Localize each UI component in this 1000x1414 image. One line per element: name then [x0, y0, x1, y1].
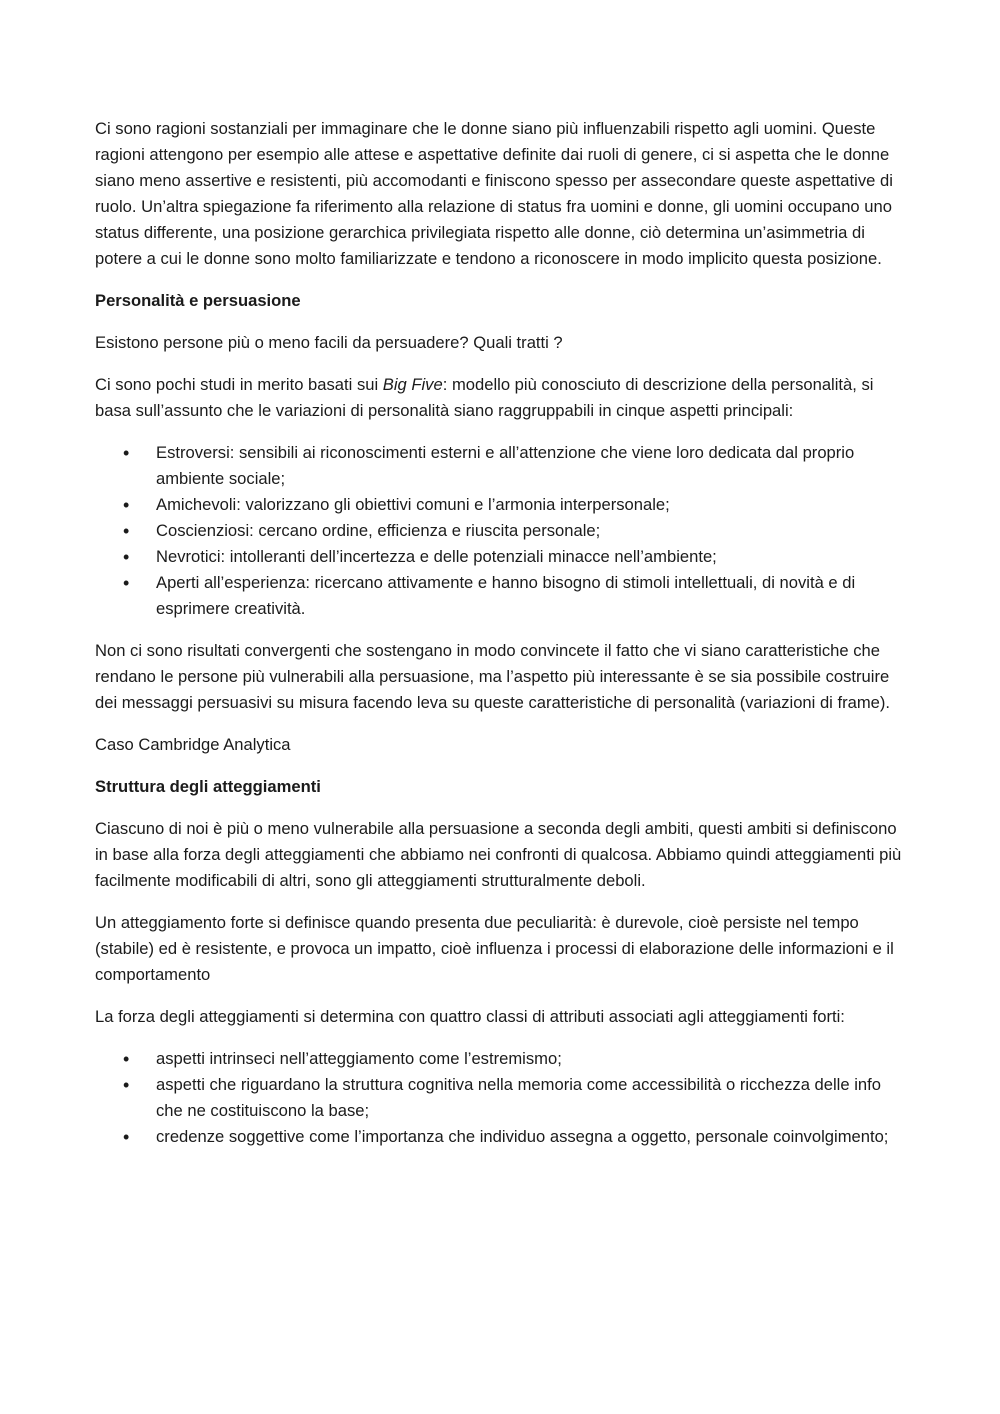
paragraph-attitude-strength: La forza degli atteggiamenti si determina con quattro classi di attributi associati agli atteggiamenti forti: — [95, 1007, 845, 1026]
paragraph-question-traits: Esistono persone più o meno facili da persuadere? Quali tratti ? — [95, 333, 563, 352]
paragraph-gender-influence: Ci sono ragioni sostanziali per immaginare che le donne siano più influenzabili rispetto agli uomini. Queste ragioni attengono per esempio alle attese e aspettative definite dai ruoli di genere, ci si aspetta che le donne siano meno assertive e resistenti, più accomodanti e finiscono spesso per assecondare queste aspettative di ruolo. Un’altra spiegazione fa riferimento alla relazione di status fra uomini e donne, gli uomini occupano uno status differente, una posizione gerarchica privilegiata rispetto alle donne, ciò determina un’asimmetria di potere a cui le donne sono molto familiarizzate e tendono a riconoscere in modo implicito questa posizione. — [95, 119, 893, 268]
heading-struttura-atteggiamenti: Struttura degli atteggiamenti — [95, 777, 321, 796]
list-item: • Estroversi: sensibili ai riconoscimenti esterni e all’attenzione che viene loro dedicata dal proprio ambiente sociale; — [95, 440, 905, 492]
big-five-intro-text: Ci sono pochi studi in merito basati sui — [95, 375, 383, 394]
list-item: • Aperti all’esperienza: ricercano attivamente e hanno bisogno di stimoli intellettuali, di novità e di esprimere creatività. — [95, 570, 905, 622]
list-item: • Coscienziosi: cercano ordine, efficienza e riuscita personale; — [95, 518, 905, 544]
paragraph-vulnerability: Ciascuno di noi è più o meno vulnerabile alla persuasione a seconda degli ambiti, questi ambiti si definiscono in base alla forza degli atteggiamenti che abbiamo nei confronti di qualcosa. Abbiamo quindi atteggiamenti più facilmente modificabili di altri, sono gli atteggiamenti strutturalmente deboli. — [95, 819, 902, 890]
attributes-list — [95, 1046, 905, 1150]
big-five-intro-rest: : modello più conosciuto di descrizione della personalità, si basa sull’assunto che le variazioni di personalità siano raggruppabili in cinque aspetti principali: — [95, 375, 874, 420]
paragraph-strong-attitude: Un atteggiamento forte si definisce quando presenta due peculiarità: è durevole, cioè persiste nel tempo (stabile) ed è resistente, e provoca un impatto, cioè influenza i processi di elaborazione delle informazioni e il comportamento — [95, 913, 894, 984]
list-item: • credenze soggettive come l’importanza che individuo assegna a oggetto, personale coinvolgimento; — [95, 1124, 905, 1150]
list-item: • aspetti che riguardano la struttura cognitiva nella memoria come accessibilità o ricchezza delle info che ne costituiscono la base; — [95, 1072, 905, 1124]
paragraph-no-convergent-results: Non ci sono risultati convergenti che sostengano in modo convincete il fatto che vi siano caratteristiche che rendano le persone più vulnerabili alla persuasione, ma l’aspetto più interessante è se sia possibile costruire dei messaggi persuasivi su misura facendo leva su queste caratteristiche di personalità (variazioni di frame). — [95, 641, 891, 712]
paragraph-cambridge-analytica: Caso Cambridge Analytica — [95, 735, 291, 754]
document-page — [95, 116, 905, 1166]
list-item: • Nevrotici: intolleranti dell’incertezza e delle potenziali minacce nell’ambiente; — [95, 544, 905, 570]
paragraph-big-five-intro — [95, 372, 905, 424]
list-item: • aspetti intrinseci nell’atteggiamento come l’estremismo; — [95, 1046, 905, 1072]
big-five-list — [95, 440, 905, 622]
list-item: • Amichevoli: valorizzano gli obiettivi comuni e l’armonia interpersonale; — [95, 492, 905, 518]
heading-personalita-persuasione: Personalità e persuasione — [95, 291, 301, 310]
big-five-term: Big Five — [382, 375, 443, 394]
